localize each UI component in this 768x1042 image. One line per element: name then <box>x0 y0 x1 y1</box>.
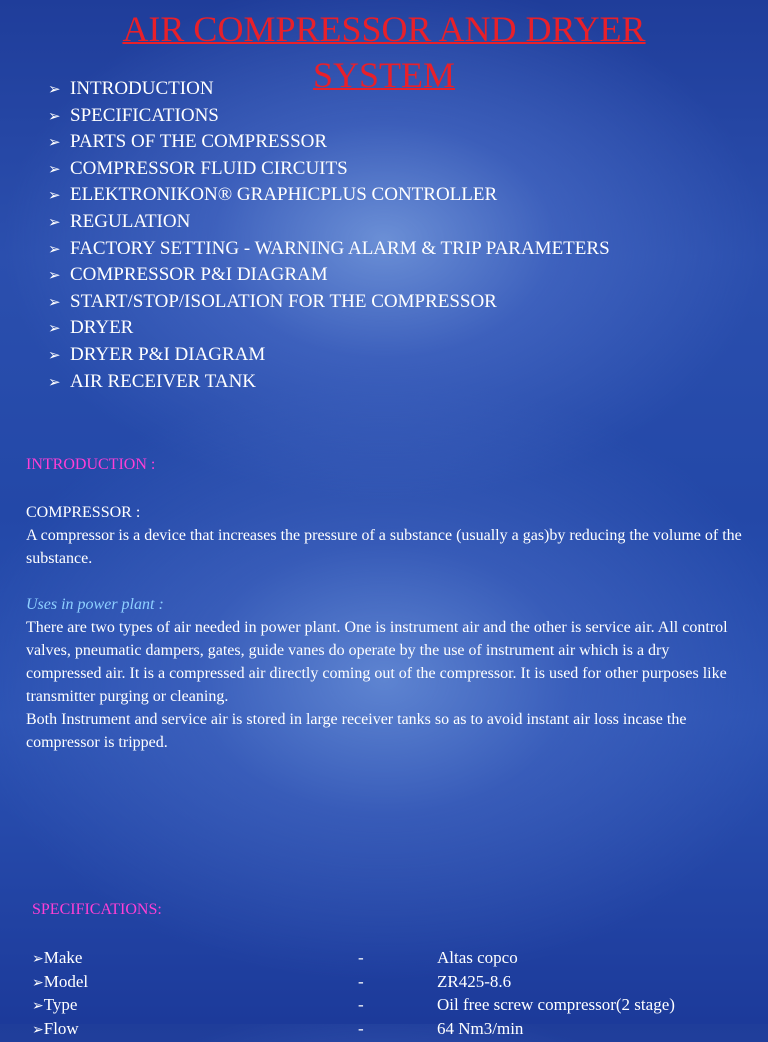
spec-key: Model <box>43 971 89 991</box>
arrow-bullet-icon: ➢ <box>48 345 61 364</box>
spec-key: Type <box>43 995 78 1014</box>
spec-value: ZR425-8.6 <box>437 971 512 991</box>
spec-row <box>32 993 732 1017</box>
toc-item: ➢ DRYER P&I DIAGRAM <box>48 342 610 369</box>
arrow-bullet-icon: ➢ <box>48 212 61 231</box>
spec-dash: - <box>358 995 364 1014</box>
toc-item: ➢ SPECIFICATIONS <box>48 103 610 130</box>
arrow-bullet-icon: ➢ <box>48 133 61 152</box>
specifications-heading: SPECIFICATIONS: <box>32 901 162 918</box>
toc-item: ➢ AIR RECEIVER TANK <box>48 369 610 396</box>
spec-value: 64 Nm3/min <box>437 1018 524 1038</box>
arrow-bullet-icon: ➢ <box>32 951 44 967</box>
spec-value: Altas copco <box>437 948 518 967</box>
table-of-contents <box>48 76 610 395</box>
toc-item: ➢ COMPRESSOR P&I DIAGRAM <box>48 262 610 289</box>
arrow-bullet-icon: ➢ <box>48 186 61 205</box>
introduction-heading: INTRODUCTION : <box>26 456 156 473</box>
spec-row <box>32 1017 732 1041</box>
toc-item: ➢ START/STOP/ISOLATION FOR THE COMPRESSOR <box>48 289 610 316</box>
uses-paragraph-2: Both Instrument and service air is stored in large receiver tanks so as to avoid instant air loss incase the compressor is tripped. <box>26 711 687 751</box>
arrow-bullet-icon: ➢ <box>32 998 44 1014</box>
toc-item: ➢ ELEKTRONIKON® GRAPHICPLUS CONTROLLER <box>48 182 610 209</box>
toc-item: ➢ FACTORY SETTING - WARNING ALARM & TRIP PARAMETERS <box>48 236 610 263</box>
spec-dash: - <box>358 1018 364 1038</box>
arrow-bullet-icon: ➢ <box>32 1021 44 1038</box>
title-line-1: AIR COMPRESSOR AND DRYER <box>122 9 646 49</box>
spec-key: Make <box>43 948 83 967</box>
uses-label: Uses in power plant : <box>26 596 164 613</box>
arrow-bullet-icon: ➢ <box>48 106 61 125</box>
specifications-list <box>32 946 732 1040</box>
spec-dash: - <box>358 948 364 967</box>
introduction-body <box>26 501 746 754</box>
title-line-2: SYSTEM <box>312 55 456 95</box>
toc-item: ➢ REGULATION <box>48 209 610 236</box>
arrow-bullet-icon: ➢ <box>48 266 61 285</box>
spec-key: Flow <box>43 1018 79 1038</box>
toc-item: ➢ INTRODUCTION <box>48 76 610 103</box>
compressor-label: COMPRESSOR : <box>26 504 141 521</box>
toc-item: ➢ PARTS OF THE COMPRESSOR <box>48 129 610 156</box>
spacer <box>26 570 746 593</box>
arrow-bullet-icon: ➢ <box>32 974 44 991</box>
compressor-definition: A compressor is a device that increases the pressure of a substance (usually a gas)by reducing the volume of the substance. <box>26 527 742 567</box>
spec-value: Oil free screw compressor(2 stage) <box>437 995 675 1014</box>
uses-paragraph-1: There are two types of air needed in power plant. One is instrument air and the other is service air. All control valves, pneumatic dampers, gates, guide vanes do operate by the use of instrument air which is a dry compressed air. It is a compressed air directly coming out of the compressor. It is used for other purposes like transmitter purging or cleaning. <box>26 619 728 705</box>
spec-row <box>32 946 732 970</box>
spec-row <box>32 970 732 994</box>
arrow-bullet-icon: ➢ <box>48 239 61 258</box>
arrow-bullet-icon: ➢ <box>48 319 61 338</box>
arrow-bullet-icon: ➢ <box>48 292 61 311</box>
arrow-bullet-icon: ➢ <box>48 159 61 178</box>
arrow-bullet-icon: ➢ <box>48 372 61 391</box>
spec-dash: - <box>358 971 364 991</box>
toc-item: ➢ COMPRESSOR FLUID CIRCUITS <box>48 156 610 183</box>
arrow-bullet-icon: ➢ <box>48 80 61 98</box>
toc-item: ➢ DRYER <box>48 315 610 342</box>
